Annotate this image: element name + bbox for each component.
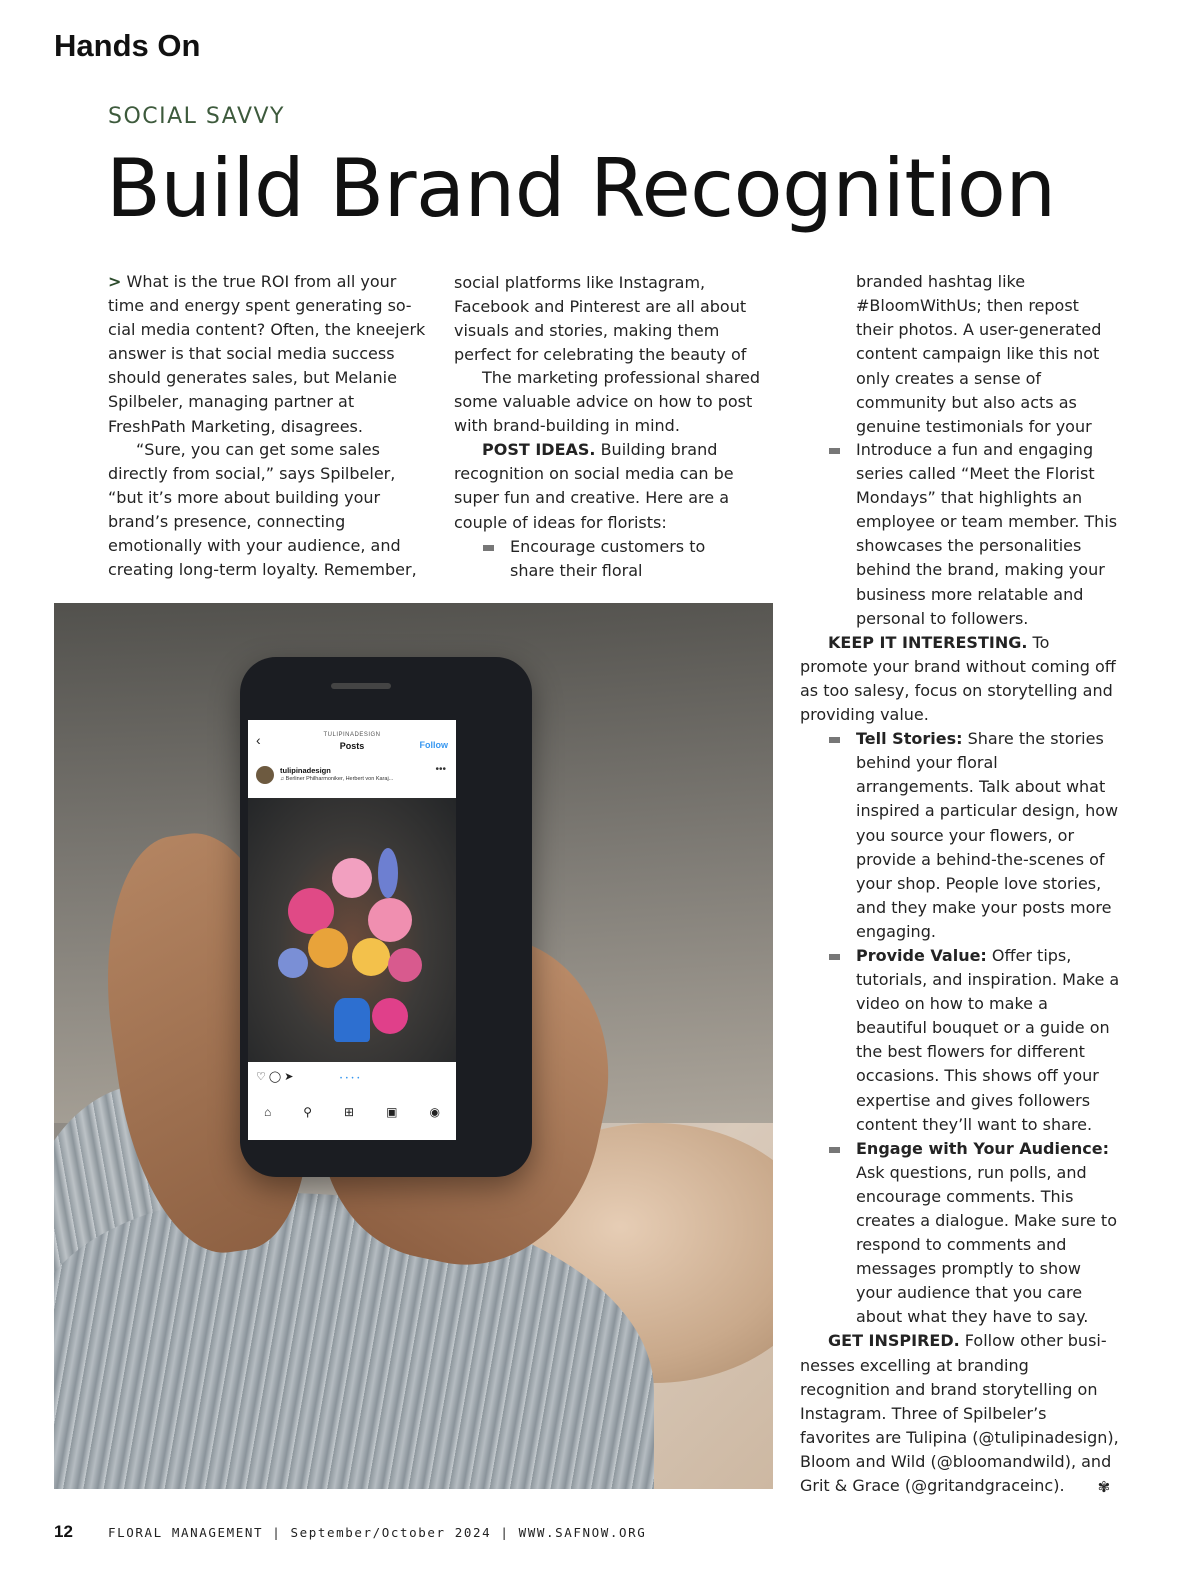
- column-2: [454, 270, 764, 583]
- post-ideas-lead: POST IDEAS.: [482, 440, 596, 460]
- post-ideas-text: Building brand recognition on social media can be super fun and creative. Here are a couple of ideas for florists:: [454, 440, 734, 532]
- avatar: [256, 766, 274, 784]
- intro-arrow-icon: >: [108, 272, 122, 291]
- flower: [372, 998, 408, 1034]
- flower: [308, 928, 348, 968]
- interesting-lead: KEEP IT INTERESTING.: [828, 632, 1028, 652]
- profile-icon: ◉: [429, 1105, 440, 1119]
- quote-paragraph-continued: social platforms like Instagram, Facebook and Pinterest are all about visuals and stories, making them perfect for celebrating the beauty of: [454, 272, 747, 364]
- tips-list: [800, 727, 1120, 1329]
- column-1-quote: [108, 438, 426, 584]
- list-item: [454, 535, 764, 583]
- home-icon: ⌂: [264, 1105, 272, 1119]
- post-idea-1-text: branded hashtag like #BloomWithUs; then repost their photos. A user-generated content campaign like this not only creates a sense of community but also acts as genuine testimonials for your: [856, 272, 1102, 436]
- reels-icon: ▣: [386, 1105, 398, 1119]
- column-3: [800, 270, 1120, 1499]
- inspired-lead: GET INSPIRED.: [828, 1331, 960, 1351]
- post-ideas-list: [454, 535, 764, 583]
- add-icon: ⊞: [344, 1105, 355, 1119]
- list-item: [800, 944, 1120, 1137]
- carousel-dots: • • • •: [340, 1076, 361, 1082]
- end-mark-icon: ✾: [1097, 1478, 1111, 1497]
- instagram-nav: [248, 1092, 456, 1132]
- advice-paragraph: The marketing professional shared some valuable advice on how to post with brand-building in mind.: [454, 368, 760, 436]
- interesting-text: To promote your brand without coming off as too salesy, focus on storytelling and providing value.: [800, 632, 1116, 725]
- inspired-text: Follow other businesses excelling at branding recognition and brand storytelling on Instagram. Three of Spilbeler’s favorites are Tulipina (@tulipinadesign), Bloom and Wild (@bloomandwild), and Grit & Grace (@gritandgraceinc).: [800, 1331, 1119, 1496]
- instagram-account: TULIPINADESIGN: [323, 732, 381, 738]
- column-1: [108, 270, 426, 439]
- tip-lead: Tell Stories:: [856, 729, 963, 749]
- flower: [368, 898, 412, 942]
- phone-speaker: [331, 683, 391, 689]
- post-idea-2: Introduce a fun and engaging series called “Meet the Florist Mondays” that highlights an employee or team member. This showcases the personalities behind the brand, making your business more relatable and personal to followers.: [856, 440, 1118, 628]
- phone-screen: [248, 720, 456, 1140]
- headline: Build Brand Recognition: [106, 142, 1056, 235]
- section-heading: Hands On: [54, 28, 201, 63]
- flower: [378, 848, 398, 898]
- bouquet-image: [248, 798, 456, 1062]
- interesting-paragraph: [800, 631, 1120, 727]
- post-ideas-paragraph: [454, 438, 764, 534]
- kicker: SOCIAL SAVVY: [108, 104, 285, 129]
- post-ideas-list-2: [800, 438, 1120, 631]
- intro-text: What is the true ROI from all your time and energy spent generating social media content? Often, the kneejerk answer is that social media success should generates sales, but Melanie Spilbeler, managing partner at FreshPath Marketing, disagrees.: [108, 272, 426, 436]
- follow-label: Follow: [419, 740, 448, 750]
- list-item: [800, 1137, 1120, 1330]
- footer: FLORAL MANAGEMENT | September/October 2024 | WWW.SAFNOW.ORG: [108, 1525, 647, 1540]
- quote-paragraph: “Sure, you can get some sales directly from social,” says Spilbeler, “but it’s more about building your brand’s presence, connecting emotionally with your audience, and creating long-term loyalty. Remember,: [108, 440, 417, 580]
- list-item: [800, 727, 1120, 944]
- post-idea-1-continued: [800, 270, 1120, 438]
- more-icon: •••: [435, 764, 446, 775]
- tip-lead: Engage with Your Audience:: [856, 1138, 1109, 1158]
- instagram-actions: ♡ ◯ ➤: [256, 1071, 294, 1083]
- list-item: [800, 438, 1120, 631]
- instagram-header: [248, 720, 456, 762]
- flower: [332, 858, 372, 898]
- post-idea-1: Encourage customers to share their floral: [510, 536, 706, 580]
- tip-lead: Provide Value:: [856, 945, 987, 965]
- intro-paragraph: [108, 270, 426, 439]
- instagram-username: tulipinadesign: [280, 766, 331, 775]
- instagram-title: Posts: [339, 741, 365, 751]
- search-icon: ⚲: [303, 1105, 313, 1119]
- back-icon: ‹: [256, 732, 261, 748]
- flower: [278, 948, 308, 978]
- instagram-post-header: [256, 764, 446, 792]
- flower: [352, 938, 390, 976]
- tip-text: Share the stories behind your floral arrangements. Talk about what inspired a particular design, how you source your flowers, or provide a behind-the-scenes of your shop. People love stories, and they make your posts more engaging.: [856, 729, 1119, 941]
- instagram-music: ♫ Berliner Philharmoniker, Herbert von Karaj...: [280, 776, 394, 782]
- inspired-paragraph: [800, 1329, 1120, 1499]
- article-photo: [54, 603, 773, 1489]
- vase: [334, 998, 370, 1042]
- quote-continued: [454, 270, 764, 366]
- tip-text: Offer tips, tutorials, and inspiration. Make a video on how to make a beautiful bouquet or a guide on the best flowers for different occasions. This shows off your expertise and gives followers content they’ll want to share.: [856, 945, 1120, 1134]
- page-number: 12: [54, 1522, 73, 1541]
- tip-text: Ask questions, run polls, and encourage comments. This creates a dialogue. Make sure to respond to comments and messages promptly to show your audience that you care about what they have to say.: [856, 1162, 1117, 1327]
- flower: [388, 948, 422, 982]
